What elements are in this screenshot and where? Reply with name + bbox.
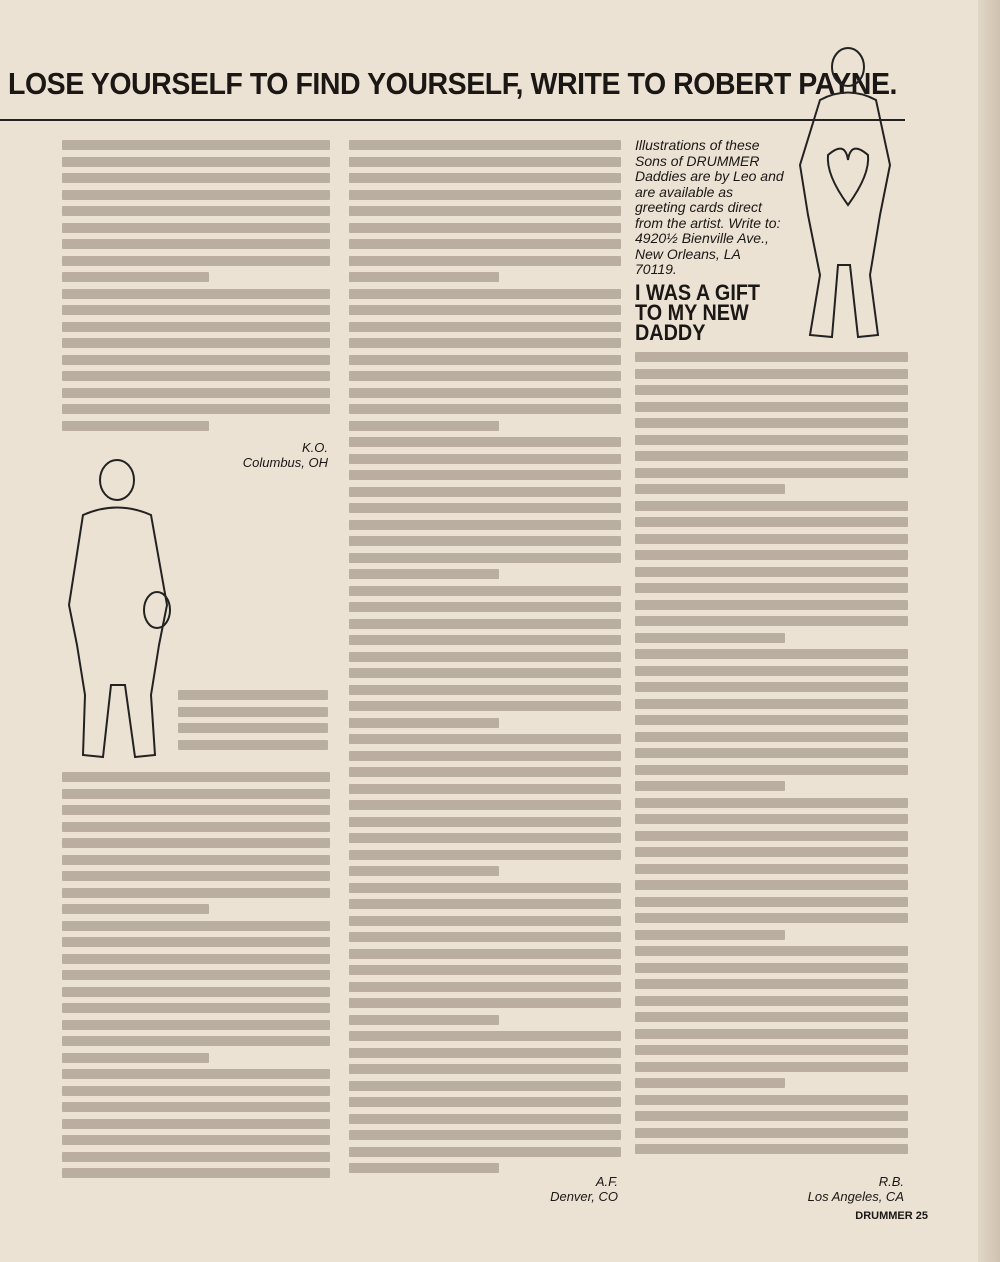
redacted-text-line <box>635 963 908 973</box>
redacted-text-line <box>635 1012 908 1022</box>
redacted-text-line <box>349 404 621 414</box>
redacted-text-line <box>349 338 621 348</box>
redacted-text-line <box>349 1130 621 1140</box>
redacted-text-line <box>349 883 621 893</box>
redacted-text-line <box>349 470 621 480</box>
redacted-text-line <box>349 1114 621 1124</box>
redacted-text-line <box>635 501 908 511</box>
redacted-text-line <box>349 916 621 926</box>
redacted-text-line <box>62 388 330 398</box>
redacted-text-line <box>635 1045 908 1055</box>
redacted-text-line <box>635 847 908 857</box>
redacted-text-line <box>635 616 908 626</box>
redacted-text-line <box>349 239 621 249</box>
redacted-text-line <box>178 690 328 700</box>
redacted-text-line <box>62 805 330 815</box>
redacted-text-line <box>349 767 621 777</box>
column-1-body-redacted <box>62 772 330 1185</box>
signature-city: Los Angeles, CA <box>807 1189 904 1204</box>
redacted-text-line <box>62 239 330 249</box>
redacted-text-line <box>349 602 621 612</box>
redacted-text-line <box>635 534 908 544</box>
redacted-text-line <box>635 633 785 643</box>
redacted-text-line <box>635 418 908 428</box>
redacted-text-line <box>178 740 328 750</box>
page-footer: DRUMMER 25 <box>855 1210 928 1222</box>
redacted-text-line <box>349 652 621 662</box>
redacted-text-line <box>349 619 621 629</box>
redacted-text-line <box>635 880 908 890</box>
redacted-text-line <box>62 223 330 233</box>
redacted-text-line <box>635 484 785 494</box>
redacted-text-line <box>635 468 908 478</box>
redacted-text-line <box>349 866 499 876</box>
redacted-text-line <box>635 996 908 1006</box>
redacted-text-line <box>635 583 908 593</box>
redacted-text-line <box>635 1144 908 1154</box>
redacted-text-line <box>635 435 908 445</box>
redacted-text-line <box>62 338 330 348</box>
redacted-text-line <box>62 322 330 332</box>
redacted-text-line <box>349 569 499 579</box>
redacted-text-line <box>635 798 908 808</box>
redacted-text-line <box>349 586 621 596</box>
signature-rb <box>770 1174 904 1204</box>
redacted-text-line <box>349 272 499 282</box>
redacted-text-line <box>62 1135 330 1145</box>
redacted-text-line <box>349 800 621 810</box>
illustration-figure-left <box>55 455 185 765</box>
redacted-text-line <box>62 206 330 216</box>
redacted-text-line <box>349 1147 621 1157</box>
redacted-text-line <box>349 1064 621 1074</box>
redacted-text-line <box>178 707 328 717</box>
redacted-text-line <box>62 987 330 997</box>
redacted-text-line <box>62 970 330 980</box>
column-2-body-redacted <box>349 140 621 1180</box>
redacted-text-line <box>349 982 621 992</box>
redacted-text-line <box>349 454 621 464</box>
letter-3-headline: I WAS A GIFT TO MY NEW DADDY <box>635 280 761 345</box>
redacted-text-line <box>178 723 328 733</box>
redacted-text-line <box>349 998 621 1008</box>
redacted-text-line <box>62 305 330 315</box>
page-headline: LOSE YOURSELF TO FIND YOURSELF, WRITE TO ROBERT PAYNE. <box>8 66 897 101</box>
redacted-text-line <box>635 864 908 874</box>
redacted-text-line <box>349 173 621 183</box>
redacted-text-line <box>349 1163 499 1173</box>
signature-initials: K.O. <box>301 440 328 455</box>
redacted-text-line <box>349 635 621 645</box>
redacted-text-line <box>635 1128 908 1138</box>
redacted-text-line <box>349 1015 499 1025</box>
column-1-top <box>62 140 330 437</box>
redacted-text-line <box>635 814 908 824</box>
redacted-text-line <box>635 649 908 659</box>
redacted-text-line <box>635 352 908 362</box>
redacted-text-line <box>349 536 621 546</box>
redacted-text-line <box>635 666 908 676</box>
redacted-text-line <box>349 223 621 233</box>
column-3-body-redacted <box>635 352 908 1161</box>
redacted-text-line <box>635 550 908 560</box>
redacted-text-line <box>635 765 908 775</box>
redacted-text-line <box>635 1062 908 1072</box>
redacted-text-line <box>349 305 621 315</box>
redacted-text-line <box>635 369 908 379</box>
redacted-text-line <box>62 921 330 931</box>
redacted-text-line <box>62 371 330 381</box>
redacted-text-line <box>349 899 621 909</box>
redacted-text-line <box>62 1003 330 1013</box>
redacted-text-line <box>635 715 908 725</box>
redacted-text-line <box>62 1036 330 1046</box>
redacted-text-line <box>62 1168 330 1178</box>
redacted-text-line <box>635 930 785 940</box>
redacted-text-line <box>349 965 621 975</box>
redacted-text-line <box>635 831 908 841</box>
redacted-text-line <box>349 322 621 332</box>
redacted-text-line <box>349 1081 621 1091</box>
redacted-text-line <box>62 421 209 431</box>
redacted-text-line <box>349 850 621 860</box>
redacted-text-line <box>62 404 330 414</box>
redacted-text-line <box>349 1097 621 1107</box>
redacted-text-line <box>635 682 908 692</box>
signature-city: Denver, CO <box>550 1189 618 1204</box>
redacted-text-line <box>62 289 330 299</box>
redacted-text-line <box>635 451 908 461</box>
redacted-text-line <box>62 871 330 881</box>
redacted-text-line <box>62 272 209 282</box>
redacted-text-line <box>62 772 330 782</box>
redacted-text-line <box>62 855 330 865</box>
redacted-text-line <box>349 256 621 266</box>
header-rule <box>0 119 905 121</box>
redacted-text-line <box>349 751 621 761</box>
redacted-text-line <box>635 517 908 527</box>
redacted-text-line <box>635 732 908 742</box>
redacted-text-line <box>62 789 330 799</box>
redacted-text-line <box>62 1053 209 1063</box>
redacted-text-line <box>349 1031 621 1041</box>
redacted-text-line <box>635 979 908 989</box>
redacted-text-line <box>349 784 621 794</box>
redacted-text-line <box>635 1111 908 1121</box>
page-edge <box>978 0 1000 1262</box>
redacted-text-line <box>62 838 330 848</box>
redacted-text-line <box>349 206 621 216</box>
redacted-text-line <box>349 553 621 563</box>
redacted-text-line <box>349 932 621 942</box>
redacted-text-line <box>349 437 621 447</box>
redacted-text-line <box>349 1048 621 1058</box>
redacted-text-line <box>349 388 621 398</box>
column-1-bottom-redacted <box>178 690 328 756</box>
redacted-text-line <box>62 937 330 947</box>
redacted-text-line <box>635 1095 908 1105</box>
redacted-text-line <box>62 1069 330 1079</box>
redacted-text-line <box>349 520 621 530</box>
redacted-text-line <box>62 1086 330 1096</box>
signature-initials: A.F. <box>595 1174 618 1189</box>
signature-initials: R.B. <box>878 1174 904 1189</box>
redacted-text-line <box>635 402 908 412</box>
redacted-text-line <box>62 355 330 365</box>
redacted-text-line <box>62 888 330 898</box>
redacted-text-line <box>62 954 330 964</box>
redacted-text-line <box>635 600 908 610</box>
redacted-text-line <box>349 949 621 959</box>
redacted-text-line <box>635 897 908 907</box>
redacted-text-line <box>635 699 908 709</box>
redacted-text-line <box>349 355 621 365</box>
redacted-text-line <box>349 487 621 497</box>
redacted-text-line <box>62 1152 330 1162</box>
redacted-text-line <box>349 157 621 167</box>
redacted-text-line <box>349 190 621 200</box>
signature-af <box>520 1174 618 1204</box>
redacted-text-line <box>349 833 621 843</box>
redacted-text-line <box>635 946 908 956</box>
redacted-text-line <box>635 913 908 923</box>
redacted-text-line <box>62 190 330 200</box>
redacted-text-line <box>62 256 330 266</box>
redacted-text-line <box>635 1078 785 1088</box>
redacted-text-line <box>635 385 908 395</box>
redacted-text-line <box>635 1029 908 1039</box>
redacted-text-line <box>635 567 908 577</box>
redacted-text-line <box>62 1020 330 1030</box>
redacted-text-line <box>349 371 621 381</box>
redacted-text-line <box>349 701 621 711</box>
redacted-text-line <box>635 781 785 791</box>
illustration-figure-top-right <box>780 45 910 350</box>
redacted-text-line <box>349 685 621 695</box>
redacted-text-line <box>62 173 330 183</box>
redacted-text-line <box>62 1102 330 1112</box>
redacted-text-line <box>62 140 330 150</box>
signature-city: Columbus, OH <box>242 455 328 470</box>
redacted-text-line <box>62 904 209 914</box>
redacted-text-line <box>349 734 621 744</box>
redacted-text-line <box>349 718 499 728</box>
redacted-text-line <box>349 817 621 827</box>
redacted-text-line <box>349 668 621 678</box>
redacted-text-line <box>62 157 330 167</box>
redacted-text-line <box>349 289 621 299</box>
redacted-text-line <box>349 503 621 513</box>
redacted-text-line <box>349 140 621 150</box>
redacted-text-line <box>62 1119 330 1129</box>
redacted-text-line <box>349 421 499 431</box>
illustration-credit: Illustrations of these Sons of DRUMMER Daddies are by Leo and are available as greeting cards direct from the artist. Write to: 4920½ Bienville Ave., New Orleans, LA 70119. <box>635 137 784 277</box>
redacted-text-line <box>62 822 330 832</box>
signature-ko <box>230 440 328 470</box>
redacted-text-line <box>635 748 908 758</box>
